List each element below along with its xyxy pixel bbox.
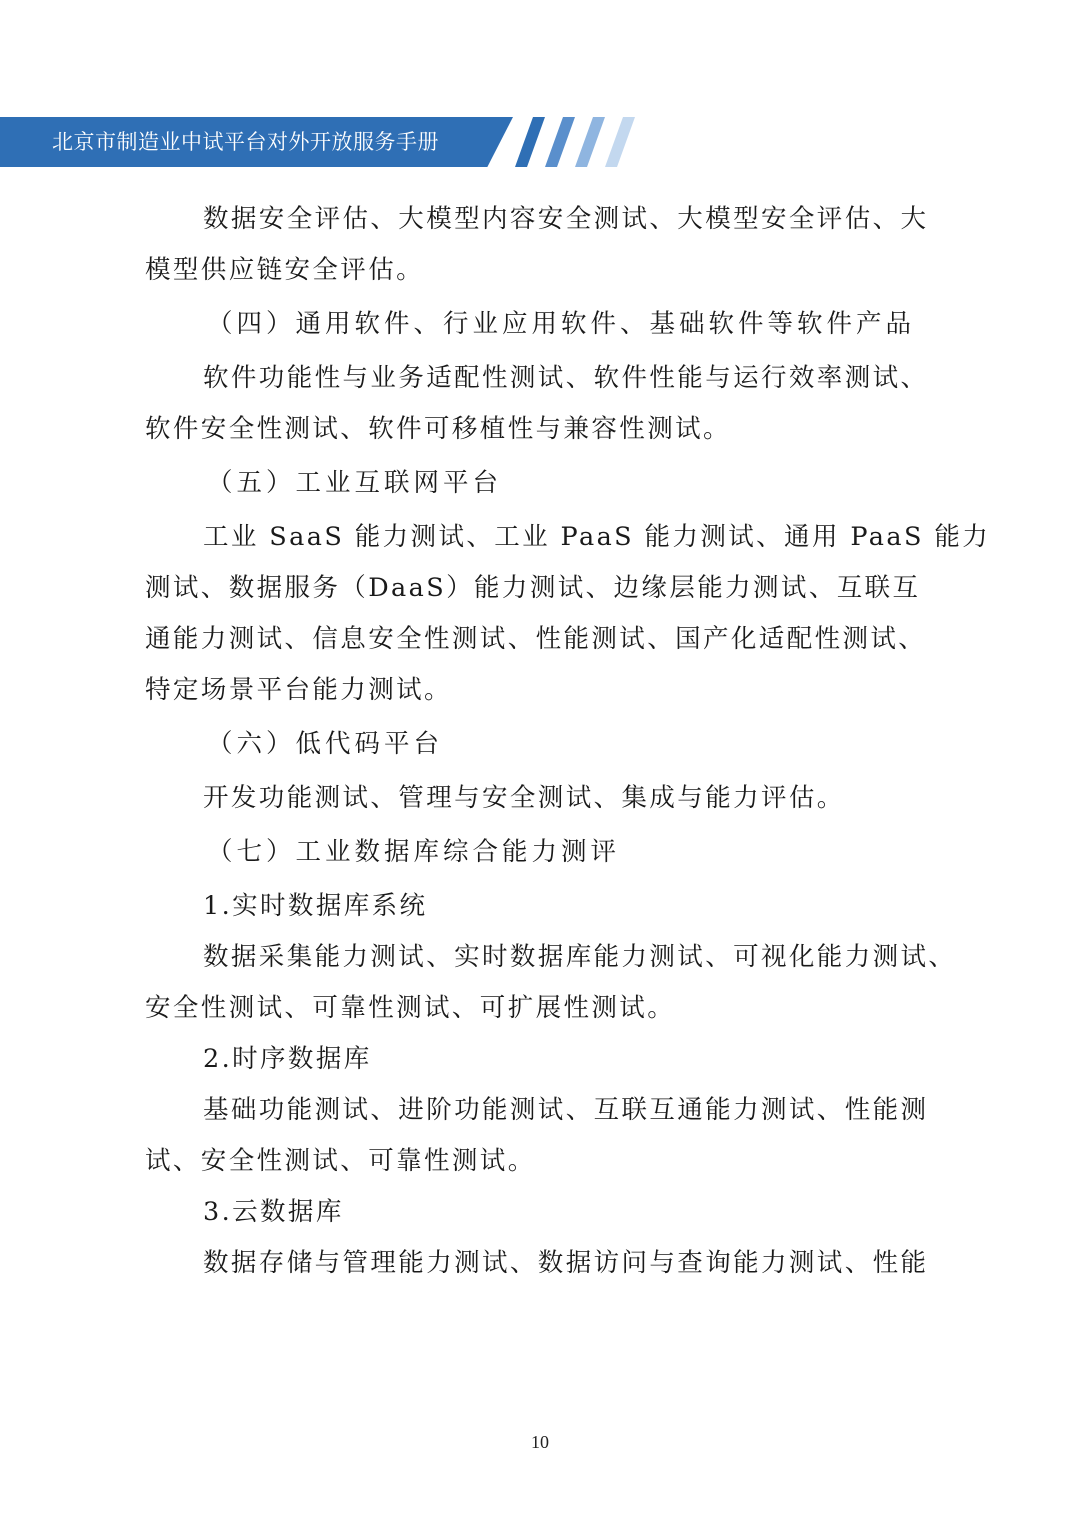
- subsection-heading: 1.实时数据库系统: [203, 891, 428, 921]
- paragraph-line: 软件功能性与业务适配性测试、软件性能与运行效率测试、: [203, 363, 929, 393]
- paragraph-line: 软件安全性测试、软件可移植性与兼容性测试。: [145, 414, 731, 444]
- stripe-3: [575, 117, 605, 167]
- paragraph-line: 测试、数据服务（DaaS）能力测试、边缘层能力测试、互联互: [145, 573, 921, 603]
- paragraph-line: 模型供应链安全评估。: [145, 255, 425, 285]
- document-title: 北京市制造业中试平台对外开放服务手册: [52, 130, 439, 154]
- paragraph-line: 基础功能测试、进阶功能测试、互联互通能力测试、性能测: [203, 1095, 929, 1125]
- subsection-heading: 3.云数据库: [203, 1197, 344, 1227]
- stripe-4: [605, 117, 635, 167]
- page-body: [145, 194, 991, 1289]
- section-heading: （五）工业互联网平台: [207, 468, 503, 498]
- paragraph-line: 安全性测试、可靠性测试、可扩展性测试。: [145, 993, 676, 1023]
- paragraph-line: 通能力测试、信息安全性测试、性能测试、国产化适配性测试、: [145, 624, 927, 654]
- paragraph-line: 试、安全性测试、可靠性测试。: [145, 1146, 536, 1176]
- paragraph-line: 数据采集能力测试、实时数据库能力测试、可视化能力测试、: [203, 942, 957, 972]
- paragraph-line: 工业 SaaS 能力测试、工业 PaaS 能力测试、通用 PaaS 能力: [203, 522, 991, 552]
- paragraph-line: 特定场景平台能力测试。: [145, 675, 452, 705]
- stripe-1: [515, 117, 545, 167]
- paragraph-line: 数据存储与管理能力测试、数据访问与查询能力测试、性能: [203, 1248, 929, 1278]
- page-number: 10: [531, 1432, 549, 1452]
- section-heading: （六）低代码平台: [207, 729, 444, 759]
- paragraph-line: 数据安全评估、大模型内容安全测试、大模型安全评估、大: [203, 204, 929, 234]
- paragraph-line: 开发功能测试、管理与安全测试、集成与能力评估。: [203, 783, 845, 813]
- decorative-stripes: [515, 117, 645, 167]
- subsection-heading: 2.时序数据库: [203, 1044, 372, 1074]
- stripe-2: [545, 117, 575, 167]
- section-heading: （四）通用软件、行业应用软件、基础软件等软件产品: [207, 309, 916, 339]
- section-heading: （七）工业数据库综合能力测评: [207, 837, 621, 867]
